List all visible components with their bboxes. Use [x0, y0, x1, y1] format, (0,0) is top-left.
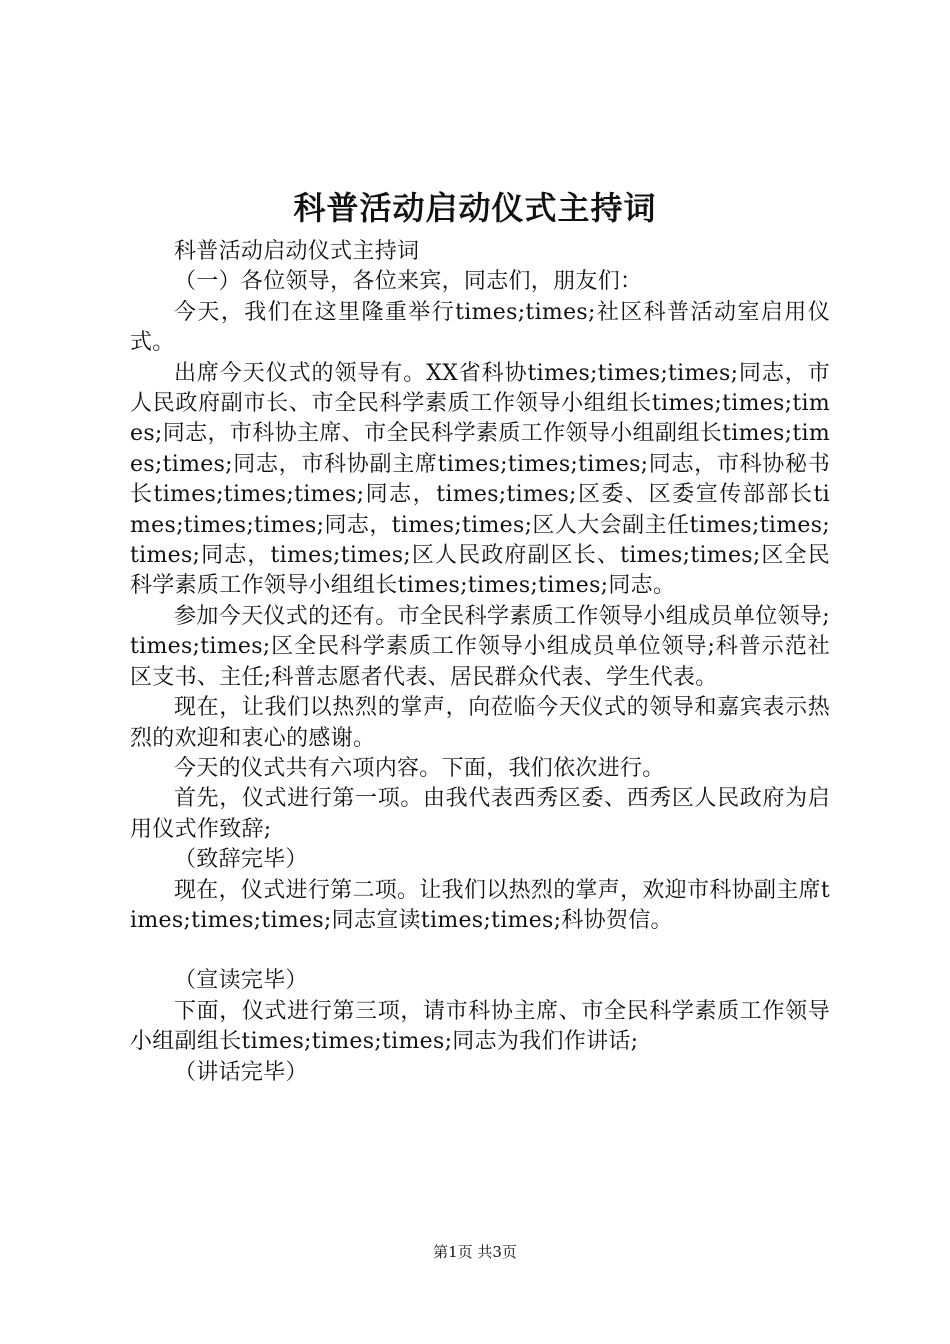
paragraph: 现在，让我们以热烈的掌声，向莅临今天仪式的领导和嘉宾表示热烈的欢迎和衷心的感谢。 [130, 695, 830, 751]
page-number-footer: 第1页 共3页 [433, 1243, 517, 1261]
paragraph: 科普活动启动仪式主持词 [174, 239, 420, 264]
paragraph: 首先，仪式进行第一项。由我代表西秀区委、西秀区人民政府为启用仪式作致辞; [130, 786, 830, 842]
paragraph: 下面，仪式进行第三项，请市科协主席、市全民科学素质工作领导小组副组长times;times;times;同志为我们作讲话; [130, 998, 830, 1055]
paragraph: 参加今天仪式的还有。市全民科学素质工作领导小组成员单位领导;times;times;区全民科学素质工作领导小组成员单位领导;科普示范社区支书、主任;科普志愿者代表、居民群众代表、学生代表。 [130, 603, 830, 690]
paragraph: 今天的仪式共有六项内容。下面，我们依次进行。 [174, 755, 665, 781]
paragraph: 今天，我们在这里隆重举行times;times;社区科普活动室启用仪式。 [130, 299, 830, 356]
paragraph: 出席今天仪式的领导有。XX省科协times;times;times;同志，市人民政府副市长、市全民科学素质工作领导小组组长times;times;times;同志，市科协主席、市全民科学素质工作领导小组副组长times;times;times;同志，市科协副主席times;times;times;同志，市科协秘书长times;times;times;同志，times;times;区委、区委宣传部部长times;times;times;同志，times;times;区人大会副主任times;times;times;同志，times;times;区人民政府副区长、times;times;区全民科学素质工作领导小组组长times;times;times;同志。 [130, 360, 830, 599]
paragraph: （一）各位领导，各位来宾，同志们，朋友们： [174, 269, 643, 295]
document-title: 科普活动启动仪式主持词 [293, 189, 657, 227]
paragraph: （宣读完毕） [174, 968, 308, 994]
paragraph: 现在，仪式进行第二项。让我们以热烈的掌声，欢迎市科协副主席times;times;times;同志宣读times;times;科协贺信。 [130, 877, 830, 933]
document-body [130, 237, 830, 1088]
paragraph: （致辞完毕） [174, 847, 308, 873]
paragraph: （讲话完毕） [174, 1059, 308, 1085]
